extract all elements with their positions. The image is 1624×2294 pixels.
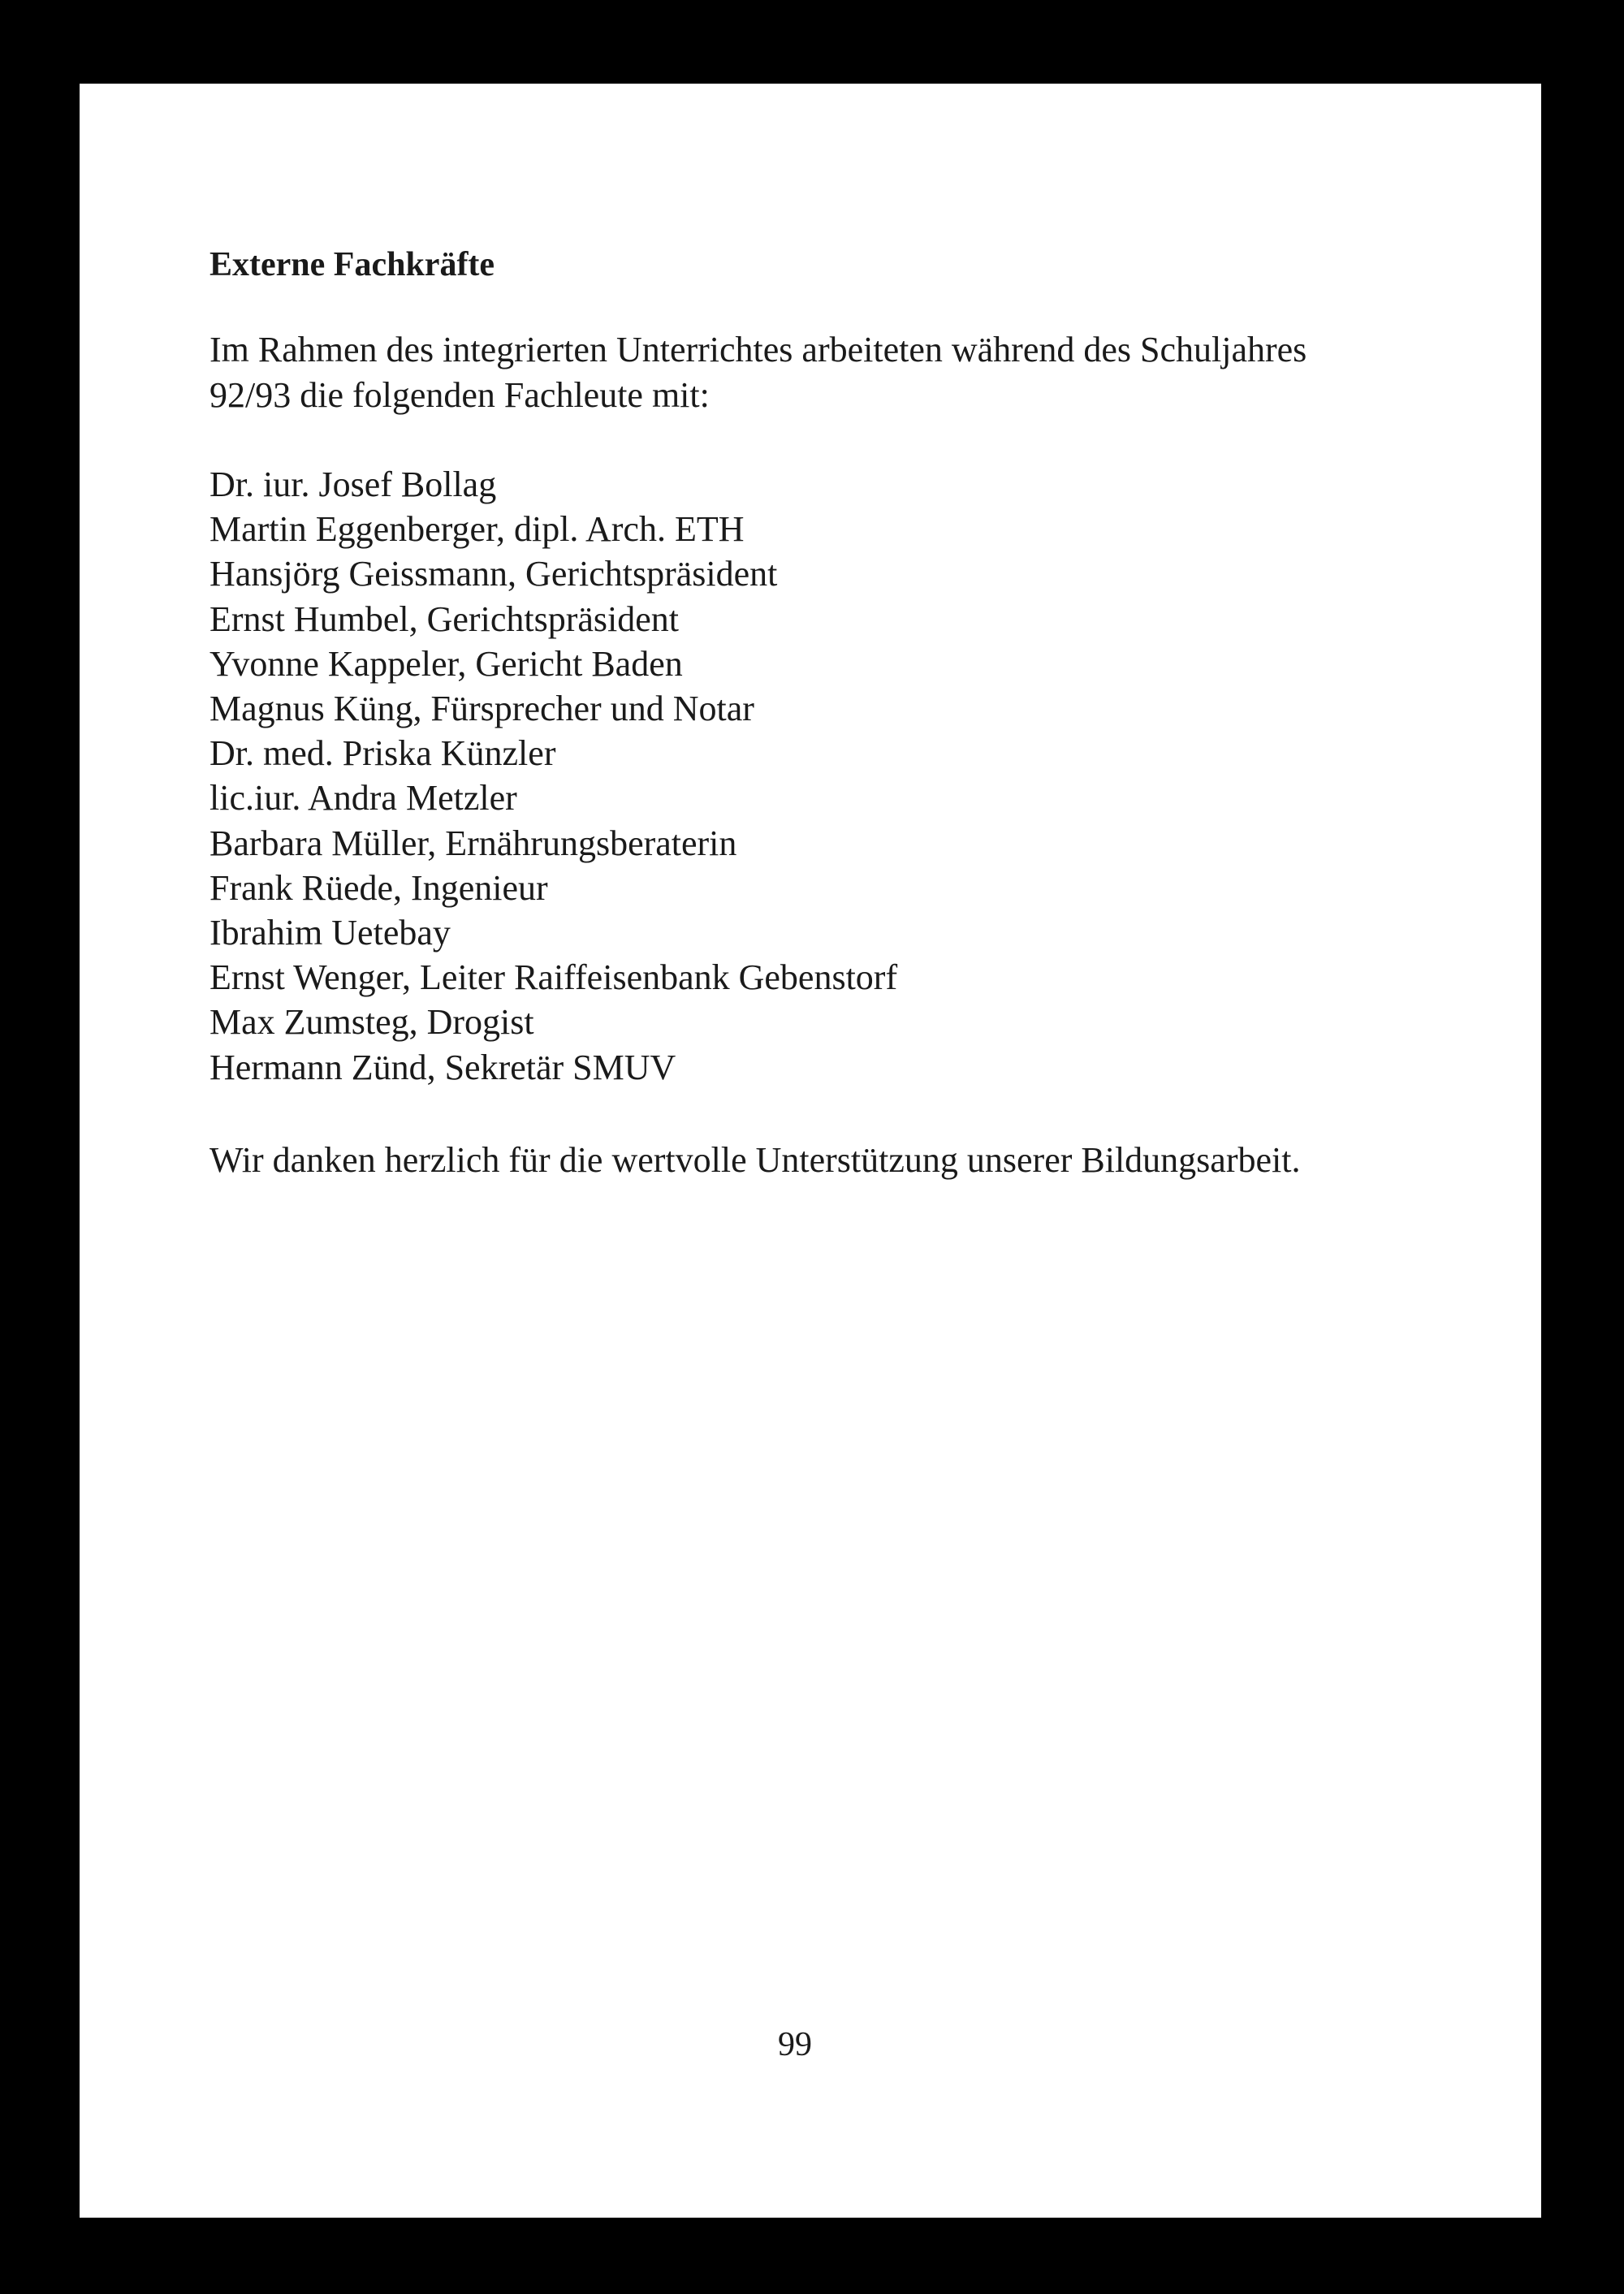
list-item: Dr. iur. Josef Bollag [209, 464, 497, 504]
intro-line: 92/93 die folgenden Fachleute mit: [209, 374, 710, 415]
experts-list [209, 462, 897, 1090]
list-item: Hansjörg Geissmann, Gerichtspräsident [209, 554, 778, 594]
list-item: Max Zumsteg, Drogist [209, 1002, 534, 1043]
list-item: Barbara Müller, Ernährungsberaterin [209, 823, 737, 863]
section-heading: Externe Fachkräfte [209, 246, 495, 283]
intro-line: Im Rahmen des integrierten Unterrichtes arbeiteten während des Schuljahres [209, 330, 1307, 369]
list-item: Martin Eggenberger, dipl. Arch. ETH [209, 509, 745, 550]
list-item: Frank Rüede, Ingenieur [209, 867, 548, 908]
list-item: Magnus Küng, Fürsprecher und Notar [209, 689, 754, 729]
list-item: Ernst Wenger, Leiter Raiffeisenbank Gebenstorf [209, 957, 898, 998]
document-page [80, 84, 1541, 2218]
list-item: lic.iur. Andra Metzler [209, 778, 517, 819]
list-item: Hermann Zünd, Sekretär SMUV [209, 1047, 676, 1087]
list-item: Ernst Humbel, Gerichtspräsident [209, 598, 679, 639]
thanks-paragraph: Wir danken herzlich für die wertvolle Unterstützung unserer Bildungsarbeit. [209, 1140, 1301, 1180]
list-item: Dr. med. Priska Künzler [209, 733, 556, 774]
list-item: Ibrahim Uetebay [209, 913, 451, 953]
list-item: Yvonne Kappeler, Gericht Baden [209, 643, 683, 684]
page-number: 99 [778, 2026, 812, 2063]
intro-paragraph [209, 327, 1509, 417]
